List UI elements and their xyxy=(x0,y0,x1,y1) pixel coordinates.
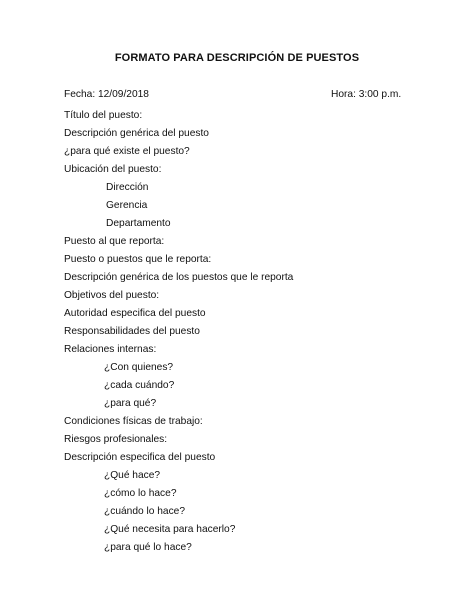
fecha-line: Fecha: 12/09/2018 xyxy=(64,89,149,100)
que-necesita-line: ¿Qué necesita para hacerlo? xyxy=(104,524,236,535)
puesto-reporta-line: Puesto al que reporta: xyxy=(64,236,165,247)
document-title: FORMATO PARA DESCRIPCIÓN DE PUESTOS xyxy=(114,52,360,64)
descripcion-generica-line: Descripción genérica del puesto xyxy=(64,128,209,139)
titulo-puesto-line: Título del puesto: xyxy=(64,110,143,121)
para-que-lo-hace-line: ¿para qué lo hace? xyxy=(104,542,192,553)
gerencia-line: Gerencia xyxy=(106,200,148,211)
departamento-line: Departamento xyxy=(106,218,171,229)
con-quienes-line: ¿Con quienes? xyxy=(104,362,174,373)
descripcion-puestos-reporta-line: Descripción genérica de los puestos que le reporta xyxy=(64,272,294,283)
que-hace-line: ¿Qué hace? xyxy=(104,470,161,481)
cuando-lo-hace-line: ¿cuándo lo hace? xyxy=(104,506,185,517)
puestos-le-reporta-line: Puesto o puestos que le reporta: xyxy=(64,254,212,265)
condiciones-fisicas-line: Condiciones físicas de trabajo: xyxy=(64,416,203,427)
relaciones-internas-line: Relaciones internas: xyxy=(64,344,157,355)
para-que-line: ¿para qué? xyxy=(104,398,157,409)
hora-line: Hora: 3:00 p.m. xyxy=(331,89,402,100)
autoridad-especifica-line: Autoridad especifica del puesto xyxy=(64,308,206,319)
cada-cuando-line: ¿cada cuándo? xyxy=(104,380,175,391)
como-lo-hace-line: ¿cómo lo hace? xyxy=(104,488,177,499)
direccion-line: Dirección xyxy=(106,182,149,193)
responsabilidades-line: Responsabilidades del puesto xyxy=(64,326,200,337)
ubicacion-puesto-line: Ubicación del puesto: xyxy=(64,164,162,175)
descripcion-especifica-line: Descripción especifica del puesto xyxy=(64,452,216,463)
para-que-existe-line: ¿para qué existe el puesto? xyxy=(64,146,190,157)
objetivos-puesto-line: Objetivos del puesto: xyxy=(64,290,160,301)
riesgos-profesionales-line: Riesgos profesionales: xyxy=(64,434,168,445)
